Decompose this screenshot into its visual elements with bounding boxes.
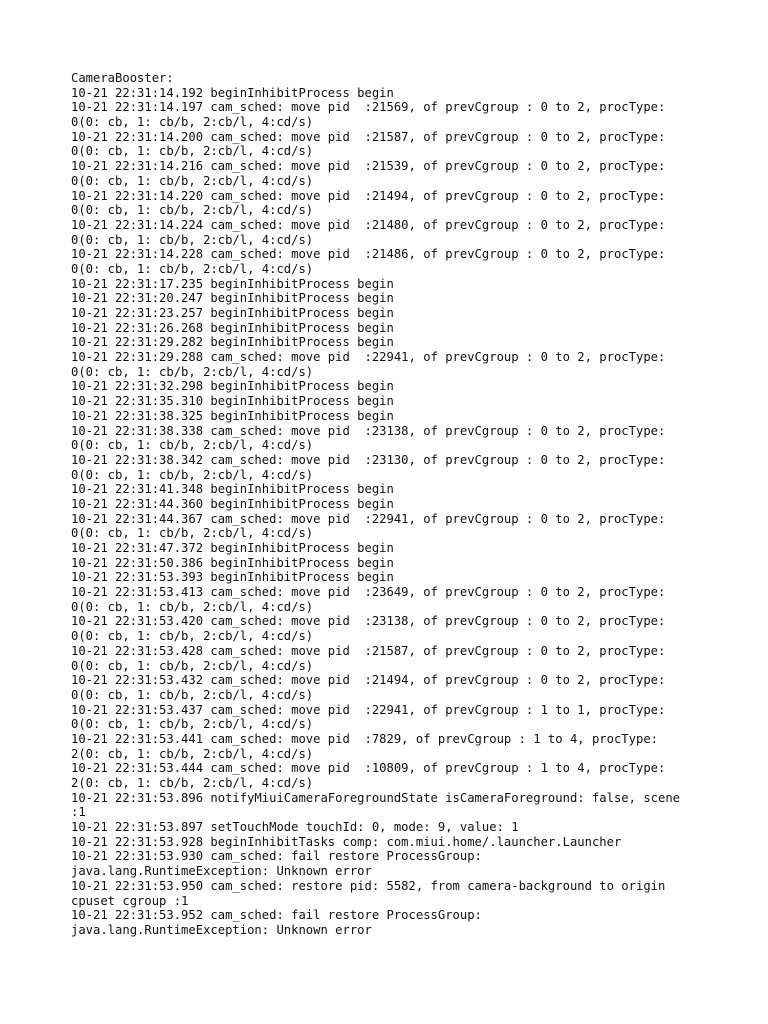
log-line: 10-21 22:31:53.952 cam_sched: fail restore ProcessGroup: xyxy=(71,908,482,923)
log-line: 0(0: cb, 1: cb/b, 2:cb/l, 4:cd/s) xyxy=(71,144,314,159)
log-line: 10-21 22:31:14.216 cam_sched: move pid :21539, of prevCgroup : 0 to 2, procType: xyxy=(71,159,666,174)
log-line: 10-21 22:31:53.432 cam_sched: move pid :21494, of prevCgroup : 0 to 2, procType: xyxy=(71,673,666,688)
log-line: CameraBooster: xyxy=(71,71,174,85)
log-line: 10-21 22:31:53.930 cam_sched: fail restore ProcessGroup: xyxy=(71,849,482,864)
log-line: 10-21 22:31:29.288 cam_sched: move pid :22941, of prevCgroup : 0 to 2, procType: xyxy=(71,350,666,365)
log-line: 10-21 22:31:53.897 setTouchMode touchId: 0, mode: 9, value: 1 xyxy=(71,820,519,835)
log-line: 10-21 22:31:14.224 cam_sched: move pid :21480, of prevCgroup : 0 to 2, procType: xyxy=(71,217,666,232)
log-line: 10-21 22:31:53.928 beginInhibitTasks comp: com.miui.home/.launcher.Launcher xyxy=(71,834,622,849)
log-line: 0(0: cb, 1: cb/b, 2:cb/l, 4:cd/s) xyxy=(71,203,314,218)
log-line: 0(0: cb, 1: cb/b, 2:cb/l, 4:cd/s) xyxy=(71,629,314,644)
log-line: 10-21 22:31:38.338 cam_sched: move pid :23138, of prevCgroup : 0 to 2, procType: xyxy=(71,423,666,438)
log-line: 10-21 22:31:38.325 beginInhibitProcess begin xyxy=(71,408,394,423)
log-line: 10-21 22:31:53.393 beginInhibitProcess begin xyxy=(71,570,394,585)
log-line: 10-21 22:31:50.386 beginInhibitProcess begin xyxy=(71,555,394,570)
log-line: 2(0: cb, 1: cb/b, 2:cb/l, 4:cd/s) xyxy=(71,746,314,761)
log-line: 10-21 22:31:53.413 cam_sched: move pid :23649, of prevCgroup : 0 to 2, procType: xyxy=(71,585,666,600)
log-line: 10-21 22:31:20.247 beginInhibitProcess begin xyxy=(71,291,394,306)
log-line: 10-21 22:31:14.200 cam_sched: move pid :21587, of prevCgroup : 0 to 2, procType: xyxy=(71,129,666,144)
log-line: 0(0: cb, 1: cb/b, 2:cb/l, 4:cd/s) xyxy=(71,115,314,130)
log-line: 0(0: cb, 1: cb/b, 2:cb/l, 4:cd/s) xyxy=(71,599,314,614)
log-line: 10-21 22:31:53.896 notifyMiuiCameraForegroundState isCameraForeground: false, scene xyxy=(71,790,681,805)
log-line: 10-21 22:31:14.228 cam_sched: move pid :21486, of prevCgroup : 0 to 2, procType: xyxy=(71,247,666,262)
log-line: 10-21 22:31:14.197 cam_sched: move pid :21569, of prevCgroup : 0 to 2, procType: xyxy=(71,100,666,115)
log-line: java.lang.RuntimeException: Unknown error xyxy=(71,864,372,879)
log-line: 10-21 22:31:44.360 beginInhibitProcess begin xyxy=(71,496,394,511)
log-line: 10-21 22:31:53.437 cam_sched: move pid :22941, of prevCgroup : 1 to 1, procType: xyxy=(71,702,666,717)
log-line: 10-21 22:31:53.441 cam_sched: move pid :7829, of prevCgroup : 1 to 4, procType: xyxy=(71,731,658,746)
log-line: 0(0: cb, 1: cb/b, 2:cb/l, 4:cd/s) xyxy=(71,658,314,673)
log-line: 10-21 22:31:29.282 beginInhibitProcess begin xyxy=(71,335,394,350)
log-line: java.lang.RuntimeException: Unknown error xyxy=(71,922,372,937)
log-line: 10-21 22:31:23.257 beginInhibitProcess begin xyxy=(71,306,394,320)
log-line: cpuset cgroup :1 xyxy=(71,893,189,908)
log-line: 0(0: cb, 1: cb/b, 2:cb/l, 4:cd/s) xyxy=(71,717,314,732)
log-line: 10-21 22:31:53.444 cam_sched: move pid :10809, of prevCgroup : 1 to 4, procType: xyxy=(71,761,666,776)
log-line: 10-21 22:31:32.298 beginInhibitProcess begin xyxy=(71,379,394,394)
log-line: 10-21 22:31:44.367 cam_sched: move pid :22941, of prevCgroup : 0 to 2, procType: xyxy=(71,511,666,526)
log-line: 10-21 22:31:26.268 beginInhibitProcess begin xyxy=(71,320,394,335)
log-line: 0(0: cb, 1: cb/b, 2:cb/l, 4:cd/s) xyxy=(71,173,314,188)
log-line: 10-21 22:31:38.342 cam_sched: move pid :23130, of prevCgroup : 0 to 2, procType: xyxy=(71,452,666,467)
log-line: 0(0: cb, 1: cb/b, 2:cb/l, 4:cd/s) xyxy=(71,526,314,541)
log-line: 0(0: cb, 1: cb/b, 2:cb/l, 4:cd/s) xyxy=(71,467,314,482)
log-line: :1 xyxy=(71,805,86,820)
log-line: 10-21 22:31:47.372 beginInhibitProcess begin xyxy=(71,541,394,555)
log-line: 10-21 22:31:41.348 beginInhibitProcess begin xyxy=(71,482,394,497)
log-text xyxy=(71,71,731,938)
log-line: 0(0: cb, 1: cb/b, 2:cb/l, 4:cd/s) xyxy=(71,438,314,453)
log-line: 10-21 22:31:53.428 cam_sched: move pid :21587, of prevCgroup : 0 to 2, procType: xyxy=(71,643,666,658)
log-line: 0(0: cb, 1: cb/b, 2:cb/l, 4:cd/s) xyxy=(71,232,314,247)
log-line: 2(0: cb, 1: cb/b, 2:cb/l, 4:cd/s) xyxy=(71,776,314,790)
log-line: 10-21 22:31:53.420 cam_sched: move pid :23138, of prevCgroup : 0 to 2, procType: xyxy=(71,614,666,629)
log-line: 0(0: cb, 1: cb/b, 2:cb/l, 4:cd/s) xyxy=(71,687,314,702)
document-page xyxy=(71,71,731,938)
log-line: 0(0: cb, 1: cb/b, 2:cb/l, 4:cd/s) xyxy=(71,261,314,276)
log-line: 0(0: cb, 1: cb/b, 2:cb/l, 4:cd/s) xyxy=(71,364,314,379)
log-line: 10-21 22:31:53.950 cam_sched: restore pid: 5582, from camera-background to origin xyxy=(71,878,666,893)
log-line: 10-21 22:31:14.192 beginInhibitProcess begin xyxy=(71,85,394,100)
log-line: 10-21 22:31:35.310 beginInhibitProcess begin xyxy=(71,394,394,409)
log-line: 10-21 22:31:14.220 cam_sched: move pid :21494, of prevCgroup : 0 to 2, procType: xyxy=(71,188,666,203)
log-line: 10-21 22:31:17.235 beginInhibitProcess begin xyxy=(71,276,394,291)
